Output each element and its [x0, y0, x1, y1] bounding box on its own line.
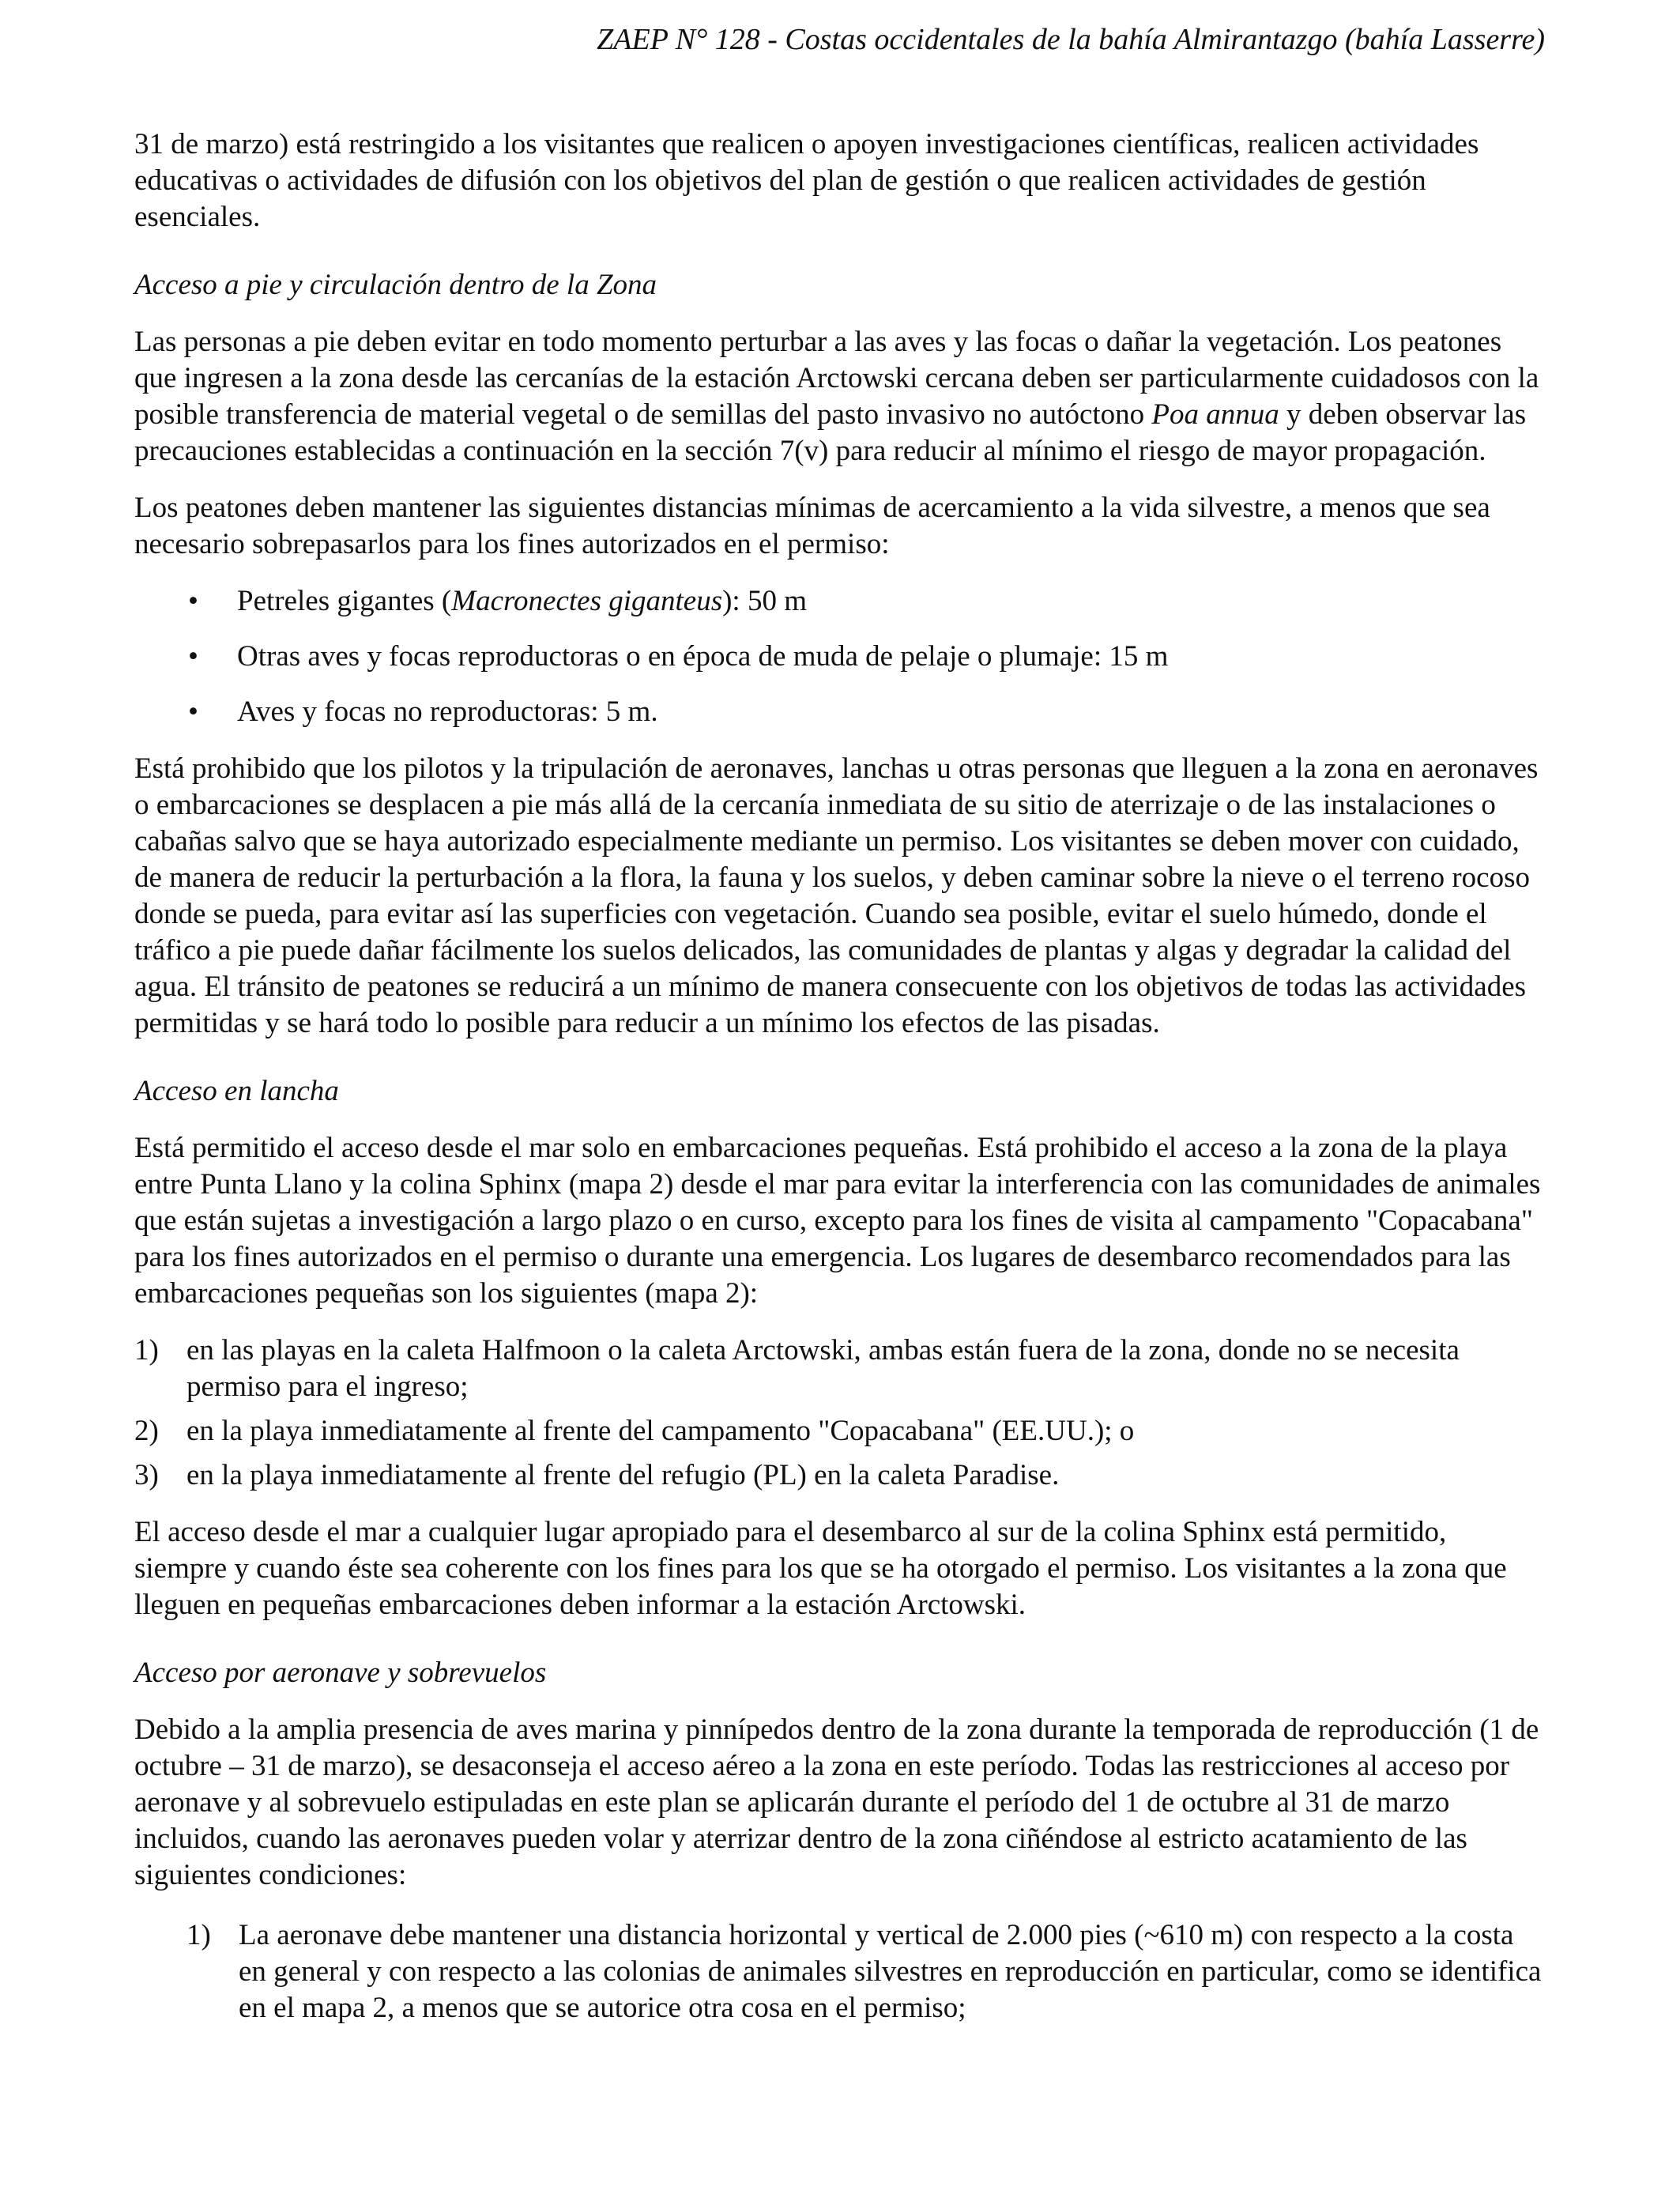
boat-paragraph-2: El acceso desde el mar a cualquier lugar apropiado para el desembarco al sur de la colina Sphinx está permitido, siempre y cuando éste sea coherente con los fines para los que se ha otorgado el permiso. Los visitantes a la zona que lleguen en pequeñas embarcaciones deben informar a la estación Arctowski.: [134, 1516, 1507, 1621]
list-item-text: en la playa inmediatamente al frente del refugio (PL) en la caleta Paradise.: [186, 1459, 1060, 1491]
list-item: [134, 1413, 1546, 1449]
list-item: [134, 639, 1546, 675]
species-poa-annua: Poa annua: [1151, 398, 1279, 431]
list-item-text: en la playa inmediatamente al frente del campamento "Copacabana" (EE.UU.); o: [186, 1415, 1135, 1447]
list-number: 3): [134, 1459, 159, 1491]
bullet-1-part-b: ): 50 m: [722, 585, 807, 617]
bullet-icon: •: [188, 640, 198, 673]
document-body: [134, 126, 1546, 2026]
intro-paragraph: 31 de marzo) está restringido a los visitantes que realicen o apoyen investigaciones científicas, realicen actividades educativas o actividades de difusión con los objetivos del plan de gestión o que realicen actividades de gestión esenciales.: [134, 128, 1479, 233]
list-item: [134, 1333, 1546, 1405]
bullet-3-text: Aves y focas no reproductoras: 5 m.: [237, 696, 658, 728]
distance-bullet-list: [134, 583, 1546, 730]
walking-paragraph-2: Los peatones deben mantener las siguientes distancias mínimas de acercamiento a la vida silvestre, a menos que sea necesario sobrepasarlos para los fines autorizados en el permiso:: [134, 492, 1490, 560]
walking-paragraph-1-part-b: y deben observar las precauciones establecidas a continuación en la sección 7(v) para reducir al mínimo el riesgo de mayor propagación.: [134, 398, 1527, 467]
section-heading-walking: Acceso a pie y circulación dentro de la Zona: [134, 269, 657, 301]
page-header-title: ZAEP N° 128 - Costas occidentales de la bahía Almirantazgo (bahía Lasserre): [597, 23, 1545, 56]
list-item: [134, 694, 1546, 730]
walking-paragraph-1: [134, 324, 1546, 469]
list-item-text: en las playas en la caleta Halfmoon o la caleta Arctowski, ambas están fuera de la zona, donde no se necesita permiso para el ingreso;: [186, 1334, 1460, 1403]
list-item: [134, 1917, 1546, 2026]
page-header: [597, 19, 1545, 60]
aircraft-paragraph-1: Debido a la amplia presencia de aves marina y pinnípedos dentro de la zona durante la temporada de reproducción (1 de octubre – 31 de marzo), se desaconseja el acceso aéreo a la zona en este período. Todas las restricciones al acceso por aeronave y al sobrevuelo estipuladas en este plan se aplicarán durante el período del 1 de octubre al 31 de marzo incluidos, cuando las aeronaves pueden volar y aterrizar dentro de la zona ciñéndose al estricto acatamiento de las siguientes condiciones:: [134, 1713, 1539, 1891]
list-number: 1): [134, 1334, 159, 1367]
list-number: 1): [186, 1919, 211, 1951]
bullet-2-text: Otras aves y focas reproductoras o en época de muda de pelaje o plumaje: 15 m: [237, 640, 1169, 673]
list-item-text: La aeronave debe mantener una distancia horizontal y vertical de 2.000 pies (~610 m) con respecto a la costa en general y con respecto a las colonias de animales silvestres en reproducción en particular, como se identifica en el mapa 2, a menos que se autorice otra cosa en el permiso;: [239, 1919, 1542, 2024]
bullet-icon: •: [188, 696, 198, 728]
landing-sites-list: [134, 1333, 1546, 1494]
boat-paragraph-1: Está permitido el acceso desde el mar solo en embarcaciones pequeñas. Está prohibido el acceso a la zona de la playa entre Punta Llano y la colina Sphinx (mapa 2) desde el mar para evitar la interferencia con las comunidades de animales que están sujetas a investigación a largo plazo o en curso, excepto para los fines de visita al campamento "Copacabana" para los fines autorizados en el permiso o durante una emergencia. Los lugares de desembarco recomendados para las embarcaciones pequeñas son los siguientes (mapa 2):: [134, 1132, 1541, 1310]
species-macronectes: Macronectes giganteus: [451, 585, 723, 617]
list-item: [134, 1457, 1546, 1494]
aircraft-conditions-list: [134, 1917, 1546, 2026]
walking-paragraph-1-part-a: Las personas a pie deben evitar en todo momento perturbar a las aves y las focas o dañar la vegetación. Los peatones que ingresen a la zona desde las cercanías de la estación Arctowski cercana deben ser particularmente cuidadosos con la posible transferencia de material vegetal o de semillas del pasto invasivo no autóctono: [134, 326, 1539, 431]
bullet-1-part-a: Petreles gigantes (: [237, 585, 452, 617]
list-number: 2): [134, 1415, 159, 1447]
section-heading-aircraft: Acceso por aeronave y sobrevuelos: [134, 1657, 547, 1689]
list-item: [134, 583, 1546, 620]
bullet-icon: •: [188, 585, 198, 617]
walking-paragraph-3: Está prohibido que los pilotos y la tripulación de aeronaves, lanchas u otras personas que lleguen a la zona en aeronaves o embarcaciones se desplacen a pie más allá de la cercanía inmediata de su sitio de aterrizaje o de las instalaciones o cabañas salvo que se haya autorizado especialmente mediante un permiso. Los visitantes se deben mover con cuidado, de manera de reducir la perturbación a la flora, la fauna y los suelos, y deben caminar sobre la nieve o el terreno rocoso donde se pueda, para evitar así las superficies con vegetación. Cuando sea posible, evitar el suelo húmedo, donde el tráfico a pie puede dañar fácilmente los suelos delicados, las comunidades de plantas y algas y degradar la calidad del agua. El tránsito de peatones se reducirá a un mínimo de manera consecuente con los objetivos de todas las actividades permitidas y se hará todo lo posible para reducir a un mínimo los efectos de las pisadas.: [134, 752, 1539, 1039]
section-heading-boat: Acceso en lancha: [134, 1075, 339, 1107]
